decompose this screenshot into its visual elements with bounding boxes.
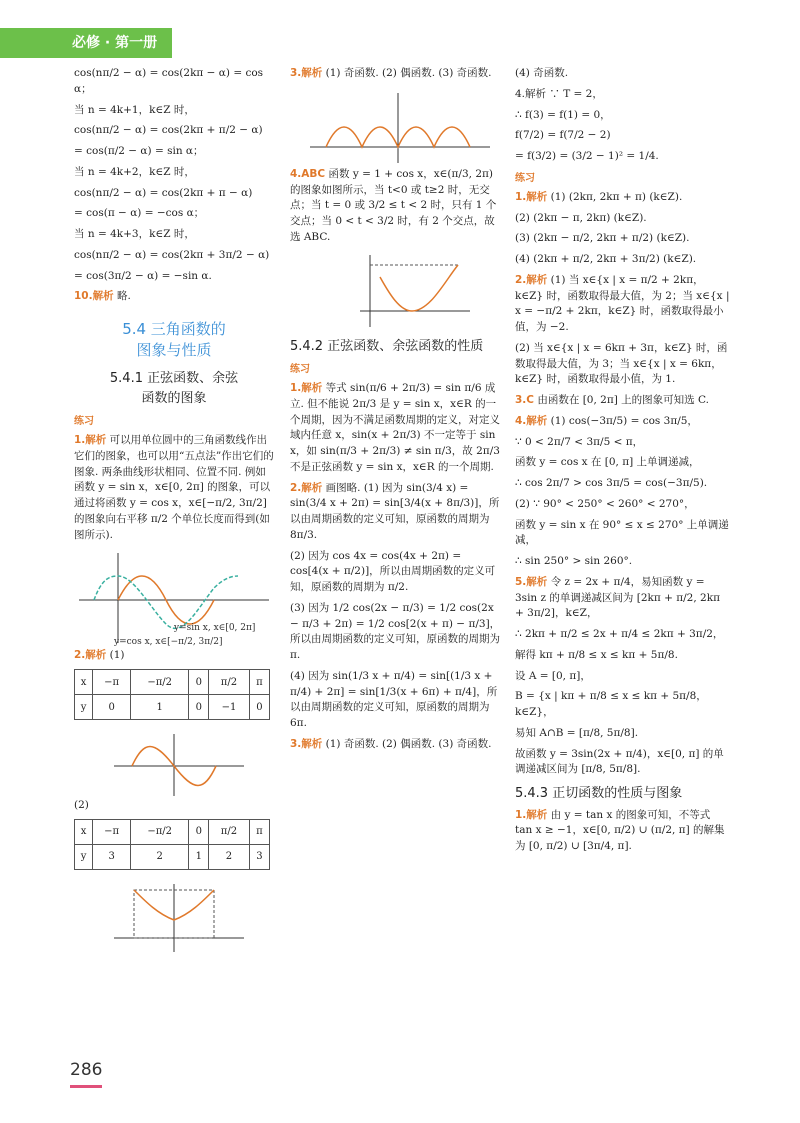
graph-label-sin: y=sin x, x∈[0, 2π]: [174, 623, 256, 634]
text-line: 解得 kπ + π/8 ≤ x ≤ kπ + 5π/8.: [515, 648, 678, 661]
table-cell: π: [249, 670, 269, 695]
text-line: cos(nπ/2 − α) = cos(2kπ + π/2 − α): [74, 124, 263, 137]
section-title: [74, 319, 274, 361]
column-3: [515, 66, 730, 860]
cos-curve: [380, 265, 458, 311]
item-5: [515, 575, 730, 622]
table-cell: x: [75, 819, 93, 844]
table-cell: 0: [189, 670, 209, 695]
item-tag: 1.解析: [515, 190, 548, 203]
text-line: 函数 y = cos x 在 [0, π] 上单调递减，: [515, 456, 700, 469]
item-3: [515, 393, 730, 409]
text-line: ∴ 2kπ + π/2 ≤ 2x + π/4 ≤ 2kπ + 3π/2，: [515, 628, 724, 640]
graph-table-2: [74, 880, 274, 954]
text-line: 当 n = 4k+1，k∈Z 时，: [74, 103, 195, 116]
subsection-title: 5.4.3 正切函数的性质与图象: [515, 786, 683, 801]
item-3b: [290, 737, 502, 753]
subsection-title: 5.4.2 正弦函数、余弦函数的性质: [290, 338, 484, 354]
item-text: (1) 奇函数. (2) 偶函数. (3) 奇函数.: [325, 737, 492, 750]
item-text: 函数 y = 1 + cos x，x∈(π/3, 2π) 的图象如图所示，当 t<0 或 t≥2 时，无交点；当 t = 0 或 3/2 ≤ t < 2 时，只有 1 个交点；当 0 < t < 3/2 时，有 2 个交点，故选 ABC.: [290, 167, 497, 243]
item-10: [74, 289, 274, 305]
item-text: (1) 奇函数. (2) 偶函数. (3) 奇函数.: [325, 67, 492, 79]
cos-curve: [94, 576, 238, 628]
item-2-part-2: (2): [74, 799, 89, 811]
column-1: [74, 66, 274, 954]
table-cell: −π: [93, 819, 131, 844]
item-tag: 3.C: [515, 394, 535, 406]
header-bar: [0, 28, 172, 58]
table-cell: y: [75, 844, 93, 869]
graph-1-plus-cos: [290, 251, 502, 331]
table-row: [75, 844, 270, 869]
practice-label: 练习: [290, 364, 310, 375]
column-2: [290, 66, 502, 758]
text-line: 当 n = 4k+2，k∈Z 时，: [74, 165, 195, 178]
table-cell: x: [75, 670, 93, 695]
section-title-line-2: 图象与性质: [136, 341, 212, 359]
text-line: 故函数 y = 3sin(2x + π/4)，x∈[0, π] 的单调递减区间为 [π/8, 5π/8].: [515, 747, 724, 776]
item-1: [74, 433, 274, 543]
table-row: [75, 819, 270, 844]
text-line: = cos(3π/2 − α) = −sin α.: [74, 269, 212, 282]
table-row: [75, 670, 270, 695]
table-cell: 3: [249, 844, 269, 869]
item-tan-1: [515, 808, 730, 855]
item-tag: 3.解析: [290, 737, 323, 750]
graph-label-cos: y=cos x, x∈[−π/2, 3π/2]: [114, 637, 223, 648]
subsection-title-line-1: 5.4.1 正弦函数、余弦: [109, 371, 239, 386]
item-1: [290, 381, 502, 476]
text-line: = f(3/2) = (3/2 − 1)² = 1/4.: [515, 150, 659, 162]
item-text: 令 z = 2x + π/4，易知函数 y = 3sin z 的单调递减区间为 [2kπ + π/2, 2kπ + 3π/2]，k∈Z，: [515, 575, 720, 620]
graph-sin-cos: [74, 548, 274, 648]
table-cell: 2: [209, 844, 250, 869]
value-table-2: [74, 819, 270, 870]
item-text: (2) 因为 cos 4x = cos(4x + 2π) = cos[4(x + π/2)]，所以由周期函数的定义可知，原函数的周期为 π/2.: [290, 549, 496, 593]
text-line: = cos(π/2 − α) = sin α；: [74, 145, 204, 157]
item-2: [515, 273, 730, 336]
text-line: ∴ cos 2π/7 > cos 3π/5 = cos(−3π/5).: [515, 477, 708, 489]
page-number: 286: [70, 1058, 102, 1088]
table-cell: 1: [189, 844, 209, 869]
item-text: (1) (2kπ, 2kπ + π) (k∈Z).: [550, 190, 683, 203]
item-tag: 3.解析: [290, 67, 323, 79]
text-line: (3) (2kπ − π/2, 2kπ + π/2) (k∈Z).: [515, 232, 690, 245]
table-cell: 0: [189, 819, 209, 844]
item-text: 等式 sin(π/6 + 2π/3) = sin π/6 成立. 但不能说 2π/3 是 y = sin x，x∈R 的一个周期，因为不满足函数周期的定义，对定义域内任意 x，sin(x + 2π/3) 不一定等于 sin x，如 sin(π/3 + 2π/3) ≠ sin π/3，故 2π/3 不是正弦函数 y = sin x，x∈R 的一个周期.: [290, 382, 500, 473]
item-2: [290, 481, 502, 544]
item-2: [74, 648, 274, 664]
table-cell: −π: [93, 670, 131, 695]
table-cell: −1: [209, 695, 250, 720]
text-line: 设 A = [0, π]，: [515, 669, 591, 682]
item-text: 由函数在 [0, 2π] 上的图象可知选 C.: [537, 394, 709, 406]
text-line: 4.解析 ∵ T = 2，: [515, 87, 603, 100]
text-line: f(7/2) = f(7/2 − 2): [515, 129, 611, 142]
item-tag: 5.解析: [515, 575, 548, 588]
table-cell: 1: [131, 695, 189, 720]
item-text: 略.: [116, 290, 131, 303]
item-tag: 1.解析: [74, 434, 107, 446]
table-cell: 0: [189, 695, 209, 720]
header-title: 必修 · 第一册: [72, 35, 158, 51]
subsection-title: [74, 369, 274, 408]
text-line: = cos(π − α) = −cos α；: [74, 207, 205, 220]
text-line: cos(nπ/2 − α) = cos(2kπ + π − α): [74, 186, 253, 199]
item-text: 画图略. (1) 因为 sin(3/4 x) = sin(3/4 x + 2π) = sin[3/4(x + 8π/3)]，所以由周期函数的定义可知，原函数的周期为 8π/3.: [290, 481, 500, 541]
item-text: 可以用单位圆中的三角函数线作出它们的图象，也可以用“五点法”作出它们的图象. 两条曲线形状相同、位置不同. 例如函数 y = sin x，x∈[0, 2π] 的图象，可以通过将函数 y = cos x，x∈[−π/2, 3π/2] 的图象向右平移 π/2 个单位长度而得到(如图所示).: [74, 434, 274, 541]
item-tag: 1.解析: [290, 382, 323, 394]
subsection-title-line-2: 函数的图象: [141, 390, 207, 406]
item-tag: 2.解析: [74, 649, 107, 662]
text-line: ∴ sin 250° > sin 260°.: [515, 555, 633, 567]
item-tag: 4.ABC: [290, 167, 326, 180]
graph-abs-sin: [290, 87, 502, 167]
item-part: (1): [109, 649, 125, 662]
text-line: (4) 奇函数.: [515, 67, 569, 79]
item-text: (2) 当 x∈{x | x = 6kπ + 3π，k∈Z} 时，函数取得最大值，为 3；当 x∈{x | x = 6kπ，k∈Z} 时，函数取得最小值，为 1.: [515, 341, 728, 386]
item-4: [515, 414, 730, 430]
table-cell: 0: [249, 695, 269, 720]
item-text: 由 y = tan x 的图象可知，不等式 tan x ≥ −1，x∈[0, π/2) ∪ (π/2, π] 的解集为 [0, π/2) ∪ [3π/4, π].: [515, 808, 725, 852]
item-1: [515, 190, 730, 206]
text-line: B = {x | kπ + π/8 ≤ x ≤ kπ + 5π/8，k∈Z}，: [515, 690, 707, 718]
table-row: [75, 695, 270, 720]
table-cell: π/2: [209, 819, 250, 844]
item-tag: 2.解析: [515, 273, 548, 286]
item-tag: 1.解析: [515, 808, 548, 821]
text-line: 当 n = 4k+3，k∈Z 时，: [74, 228, 195, 240]
table-cell: −π/2: [131, 819, 189, 844]
table-cell: 2: [131, 844, 189, 869]
table-cell: −π/2: [131, 670, 189, 695]
text-line: (4) (2kπ + π/2, 2kπ + 3π/2) (k∈Z).: [515, 253, 697, 265]
table-cell: 0: [93, 695, 131, 720]
item-4: [290, 167, 502, 246]
text-line: cos(nπ/2 − α) = cos(2kπ + 3π/2 − α): [74, 248, 270, 261]
item-text: (1) 当 x∈{x | x = π/2 + 2kπ，k∈Z} 时，函数取得最大值，为 2；当 x∈{x | x = −π/2 + 2kπ，k∈Z} 时，函数取得最小值，为 −2.: [515, 273, 730, 333]
item-text: (3) 因为 1/2 cos(2x − π/3) = 1/2 cos(2x − π/3 + 2π) = 1/2 cos[2(x + π) − π/3]，所以由周期函数的定义可知，原函数的周期为 π.: [290, 601, 501, 661]
table-cell: π/2: [209, 670, 250, 695]
item-tag: 2.解析: [290, 481, 323, 494]
text-line: cos(nπ/2 − α) = cos(2kπ − α) = cos α；: [74, 67, 264, 95]
text-line: 易知 A∩B = [π/8, 5π/8].: [515, 726, 639, 739]
text-line: 函数 y = sin x 在 90° ≤ x ≤ 270° 上单调递减，: [515, 518, 729, 547]
section-title-line-1: 5.4 三角函数的: [122, 320, 226, 338]
value-table-1: [74, 669, 270, 720]
practice-label: 练习: [74, 416, 94, 427]
text-line: ∴ f(3) = f(1) = 0，: [515, 108, 611, 121]
item-3: [290, 66, 502, 82]
table-cell: 3: [93, 844, 131, 869]
item-tag: 10.解析: [74, 290, 114, 303]
text-line: (2) (2kπ − π, 2kπ) (k∈Z).: [515, 211, 647, 224]
item-tag: 4.解析: [515, 414, 548, 427]
table-cell: y: [75, 695, 93, 720]
table-cell: π: [249, 819, 269, 844]
graph-table-1: [74, 730, 274, 798]
text-line: (2) ∵ 90° < 250° < 260° < 270°，: [515, 497, 695, 510]
item-text: (1) cos(−3π/5) = cos 3π/5，: [550, 414, 698, 427]
text-line: ∵ 0 < 2π/7 < 3π/5 < π，: [515, 435, 644, 448]
practice-label: 练习: [515, 172, 535, 184]
item-text: (4) 因为 sin(1/3 x + π/4) = sin[(1/3 x + π/4) + 2π] = sin[1/3(x + 6π) + π/4]，所以由周期函数的定义可知，原函数的周期为 6π.: [290, 669, 498, 729]
